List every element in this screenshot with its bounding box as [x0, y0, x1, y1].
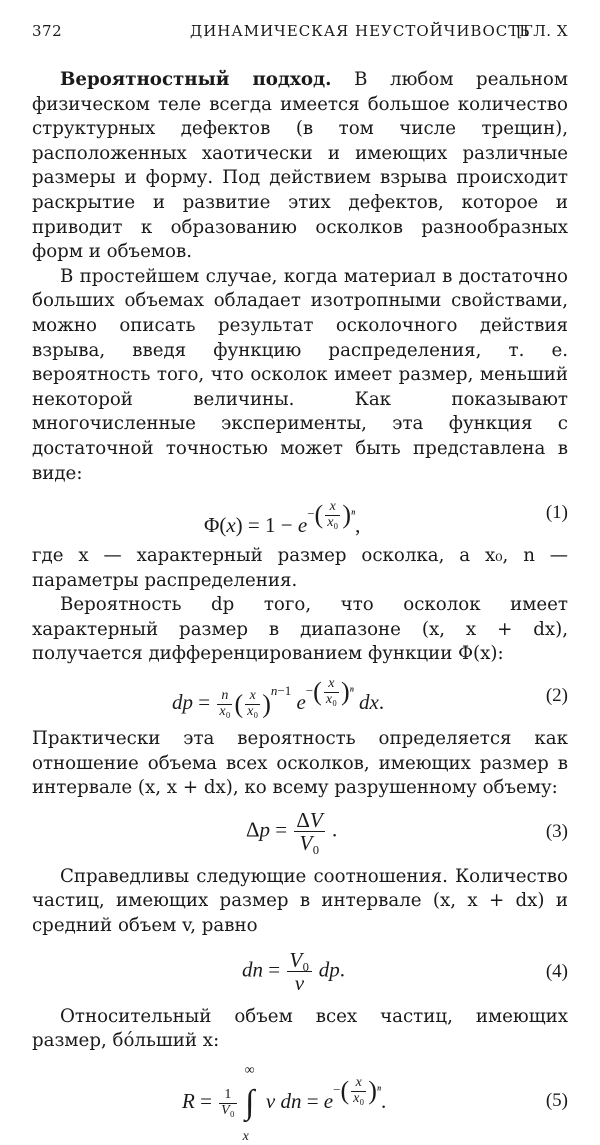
equation-1-number: (1)	[545, 502, 568, 524]
equation-3-number: (3)	[545, 820, 568, 842]
equation-1-formula: Φ(x) = 1 − e−( $\frac{x}{\text{x₀}}$ )ⁿ,	[204, 499, 361, 538]
chapter-label: [ГЛ. X	[516, 22, 568, 40]
paragraph-relative-volume: Относительный объем всех частиц, имеющих размер, бо́льший x:	[32, 1005, 568, 1052]
paragraph-parameters: где x — характерный размер осколка, а x₀, n — параметры распределения.	[32, 545, 568, 591]
integral-sign: ∫ ∞ x	[242, 1063, 255, 1145]
equation-3-formula: Δp = $\frac{\Delta V}{\text{V₀}}$ .	[246, 807, 338, 855]
paragraph-distribution-function: В простейшем случае, когда материал в достаточно больших объемах обладает изотропными свойствами, можно описать результат осколочного действия взрыва, введя функцию распределения, т. е. вероятность того, что осколок имеет размер, меньший некоторой величины. Как показывают многочисленные эксперименты, эта функция с достаточной точностью может быть представлена в виде:	[32, 265, 568, 484]
equation-2-formula: dp = $\frac{n}{\text{x₀}}$ ( $\frac{x}{\text{x₀}}$ )n−1 e−( $\frac{x}{\text{x₀}}$ )ⁿ dx.	[172, 676, 385, 719]
section-heading: Вероятностный подход.	[60, 69, 332, 90]
equation-2-number: (2)	[545, 685, 568, 707]
equation-5-formula: R = $\frac{1}{\text{V₀}}$ ∫ ∞ x v dn = e−( $\frac{x}{\text{x₀}}$ )ⁿ.	[182, 1063, 387, 1145]
equation-3	[32, 801, 568, 865]
equation-2	[32, 667, 568, 727]
equation-5-number: (5)	[545, 1089, 568, 1111]
equation-4	[32, 939, 568, 1005]
paragraph-text: В любом реальном физическом теле всегда имеется большое количество структурных дефектов (в том числе трещин), расположенных хаотически и имеющих различные размеры и форму. Под действием взрыва происходит раскрытие и развитие этих дефектов, которое и приводит к образованию осколков разнообразных форм и объемов.	[32, 69, 568, 263]
equation-4-formula: dn = $\frac{\text{V₀}}{v}$ dp.	[242, 947, 345, 995]
equation-5	[32, 1054, 568, 1145]
paragraph-probability-dp: Вероятность dp того, что осколок имеет характерный размер в диапазоне (x, x + dx), получается дифференцированием функции Φ(x):	[32, 594, 568, 665]
equation-1	[32, 486, 568, 544]
paragraph-probabilistic-approach	[32, 68, 568, 265]
page-body	[32, 68, 568, 1145]
paragraph-relations: Справедливы следующие соотношения. Количество частиц, имеющих размер в интервале (x, x + dx) и средний объем v, равно	[32, 865, 568, 937]
page-number: 372	[32, 22, 63, 40]
running-header	[30, 22, 570, 46]
paragraph-volume-ratio: Практически эта вероятность определяется как отношение объема всех осколков, имеющих размер в интервале (x, x + dx), ко всему разрушенному объему:	[32, 728, 568, 799]
equation-4-number: (4)	[545, 960, 568, 982]
running-title: ДИНАМИЧЕСКАЯ НЕУСТОЙЧИВОСТЬ	[190, 22, 531, 40]
